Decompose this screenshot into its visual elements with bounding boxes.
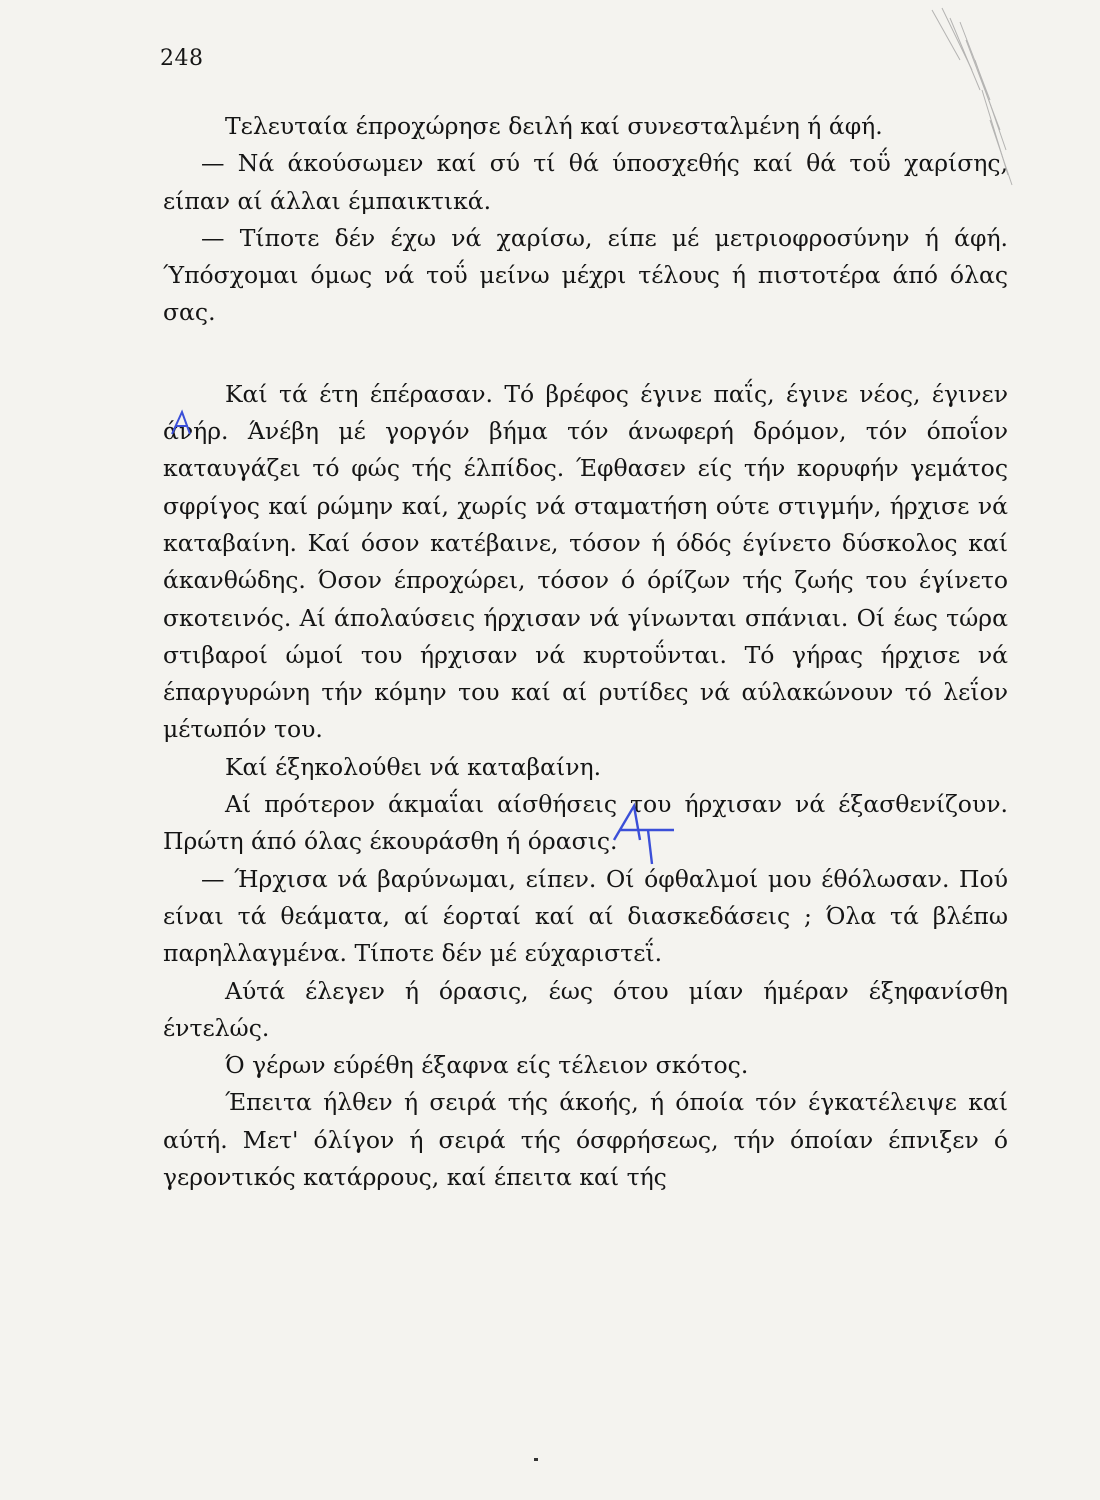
paragraph-9: Ό γέρων εύρέθη έξαφνα είς τέλειον σκότος. bbox=[225, 1051, 749, 1080]
page-number: 248 bbox=[160, 46, 204, 71]
paragraph-1: Τελευταία έπροχώρησε δειλή καί συνεσταλμένη ή άφή. bbox=[225, 112, 883, 140]
bottom-mark bbox=[534, 1458, 538, 1461]
body-text bbox=[163, 108, 1008, 1196]
paragraph-6: Αί πρότερον άκμαΐαι αίσθήσεις του ήρχισαν νά έξασθενίζουν. Πρώτη άπό όλας έκουράσθη ή όρασις. bbox=[163, 790, 1008, 856]
paragraph-2: — Νά άκούσωμεν καί σύ τί θά ύποσχεθής καί θά τοΰ χαρίσης, είπαν αί άλλαι έμπαικτικά. bbox=[163, 149, 1008, 215]
section-gap bbox=[163, 332, 1008, 376]
paragraph-8: Αύτά έλεγεν ή όρασις, έως ότου μίαν ήμέραν έξηφανίσθη έντελώς. bbox=[163, 976, 1008, 1042]
paragraph-7: — Ήρχισα νά βαρύνωμαι, είπεν. Οί όφθαλμοί μου έθόλωσαν. Πού είναι τά θεάματα, αί έορταί καί αί διασκεδάσεις ; Όλα τά βλέπω παρηλλαγμένα. Τίποτε δέν μέ εύχαριστεΐ. bbox=[163, 864, 1008, 968]
paragraph-5: Καί έξηκολούθει νά καταβαίνη. bbox=[225, 752, 602, 781]
paragraph-3: — Τίποτε δέν έχω νά χαρίσω, είπε μέ μετριοφροσύνην ή άφή. Ύπόσχομαι όμως νά τοΰ μείνω μέχρι τέλους ή πιστοτέρα άπό όλας σας. bbox=[163, 223, 1008, 327]
paragraph-10: Έπειτα ήλθεν ή σειρά τής άκοής, ή όποία τόν έγκατέλειψε καί αύτή. Μετ' όλίγον ή σειρά τής όσφρήσεως, τήν όποίαν έπνιξεν ό γεροντικός κατάρρους, καί έπειτα καί τής bbox=[163, 1088, 1008, 1192]
paragraph-4: Καί τά έτη έπέρασαν. Τό βρέφος έγινε παΐς, έγινε νέος, έγινεν άνήρ. Άνέβη μέ γοργόν βήμα τόν άνωφερή δρόμον, τόν όποΐον καταυγάζει τό φώς τής έλπίδος. Έφθασεν είς τήν κορυφήν γεμάτος σφρίγος καί ρώμην καί, χωρίς νά σταματήση ούτε στιγμήν, ήρχισε νά καταβαίνη. Καί όσον κατέβαινε, τόσον ή όδός έγίνετο δύσκολος καί άκανθώδης. Όσον έπροχώρει, τόσον ό όρίζων τής ζωής του έγίνετο σκοτεινός. Αί άπολαύσεις ήρχισαν νά γίνωνται σπάνιαι. Οί έως τώρα στιβαροί ώμοί του ήρχισαν νά κυρτοΰνται. Τό γήρας ήρχισε νά έπαργυρώνη τήν κόμην του καί αί ρυτίδες νά αύλακώνουν τό λεΐον μέτωπόν του. bbox=[163, 379, 1008, 744]
